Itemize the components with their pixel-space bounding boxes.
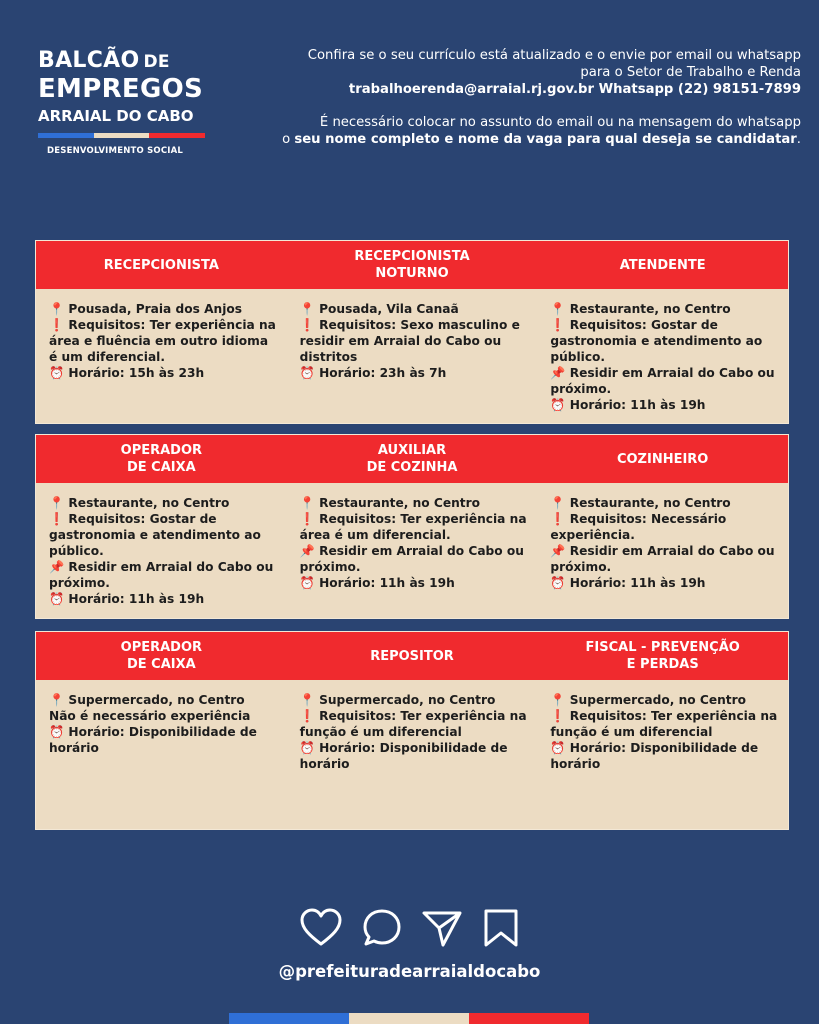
job-section-3 (35, 631, 789, 830)
job-title: AUXILIAR DE COZINHA (366, 443, 458, 475)
social-icons (0, 908, 819, 948)
job-section-2 (35, 434, 789, 619)
job-detail-line: 📍 Supermercado, no Centro (49, 693, 245, 707)
intro-line3: É necessário colocar no assunto do email ou na mensagem do whatsapp (319, 115, 801, 130)
job-header-row (36, 435, 788, 483)
job-detail-line: 📍 Restaurante, no Centro (299, 496, 480, 510)
job-details (287, 680, 538, 772)
job-detail-line: ⏰ Horário: 11h às 19h (550, 576, 706, 590)
job-title: OPERADOR DE CAIXA (120, 640, 203, 672)
job-header-row (36, 632, 788, 680)
social-handle[interactable]: @prefeituradearraialdocabo (278, 962, 541, 981)
job-details (287, 289, 538, 413)
job-detail-line: ❗ Requisitos: Gostar de gastronomia e atendimento ao público. (49, 512, 261, 558)
bottom-stripe (229, 1013, 589, 1024)
job-details (36, 680, 287, 772)
job-title: OPERADOR DE CAIXA (120, 443, 203, 475)
job-detail-line: ❗ Requisitos: Ter experiência na função é um diferencial (550, 709, 778, 739)
job-detail-line: ❗ Requisitos: Ter experiência na área é um diferencial. (299, 512, 527, 542)
job-title: ATENDENTE (619, 257, 706, 273)
job-detail-line: 📍 Pousada, Praia dos Anjos (49, 302, 243, 316)
logo (38, 48, 210, 156)
job-detail-line: ⏰ Horário: Disponibilidade de horário (49, 725, 257, 755)
job-details (537, 483, 788, 607)
job-detail-line: 📍 Pousada, Vila Canaã (299, 302, 459, 316)
job-detail-line: 📌 Residir em Arraial do Cabo ou próximo. (49, 560, 274, 590)
job-section-1 (35, 240, 789, 424)
job-detail-line: 📍 Restaurante, no Centro (550, 496, 731, 510)
job-detail-line: ❗ Requisitos: Necessário experiência. (550, 512, 727, 542)
job-title: FISCAL - PREVENÇÃO E PERDAS (585, 640, 740, 672)
intro-line2: para o Setor de Trabalho e Renda (580, 65, 801, 80)
job-detail-line: 📍 Restaurante, no Centro (49, 496, 230, 510)
job-detail-line: ⏰ Horário: 15h às 23h (49, 366, 205, 380)
job-detail-line: 📌 Residir em Arraial do Cabo ou próximo. (550, 366, 775, 396)
job-title: RECEPCIONISTA (103, 257, 219, 273)
logo-stripe (38, 133, 205, 138)
job-detail-line: 📌 Residir em Arraial do Cabo ou próximo. (550, 544, 775, 574)
job-detail-line: Não é necessário experiência (49, 709, 251, 723)
logo-line3: ARRAIAL DO CABO (38, 107, 194, 125)
logo-subtitle: DESENVOLVIMENTO SOCIAL (47, 146, 184, 156)
job-detail-line: ❗ Requisitos: Ter experiência na área e fluência em outro idioma é um diferencial. (49, 318, 276, 364)
job-detail-line: 📍 Supermercado, no Centro (299, 693, 496, 707)
job-detail-line: ❗ Requisitos: Gostar de gastronomia e atendimento ao público. (550, 318, 763, 364)
intro-line4: o seu nome completo e nome da vaga para qual deseja se candidatar. (282, 132, 801, 147)
job-details (537, 680, 788, 772)
job-title: COZINHEIRO (616, 451, 709, 467)
job-title: REPOSITOR (370, 648, 454, 664)
send-icon[interactable] (421, 908, 463, 948)
logo-line1: BALCÃO DE (38, 48, 170, 73)
job-detail-line: ❗ Requisitos: Sexo masculino e residir em Arraial do Cabo ou distritos (299, 318, 520, 364)
job-detail-line: 📍 Restaurante, no Centro (550, 302, 731, 316)
job-details (537, 289, 788, 413)
job-detail-line: ⏰ Horário: 23h às 7h (299, 366, 447, 380)
job-header-row (36, 241, 788, 289)
job-title: RECEPCIONISTA NOTURNO (354, 249, 470, 281)
job-detail-line: ⏰ Horário: Disponibilidade de horário (299, 741, 508, 771)
logo-line2: EMPREGOS (38, 74, 204, 104)
comment-icon[interactable] (361, 908, 403, 948)
bookmark-icon[interactable] (481, 908, 521, 948)
heart-icon[interactable] (299, 908, 343, 948)
job-details (287, 483, 538, 607)
job-detail-line: ⏰ Horário: 11h às 19h (550, 398, 706, 412)
intro-line1: Confira se o seu currículo está atualizado e o envie por email ou whatsapp (307, 48, 801, 63)
job-detail-line: ❗ Requisitos: Ter experiência na função é um diferencial (299, 709, 527, 739)
job-details (36, 289, 287, 413)
contact-line[interactable]: trabalhoerenda@arraial.rj.gov.br Whatsapp (22) 98151-7899 (348, 82, 801, 97)
job-detail-line: ⏰ Horário: Disponibilidade de horário (550, 741, 759, 771)
job-detail-line: ⏰ Horário: 11h às 19h (49, 592, 205, 606)
intro-text (241, 47, 801, 148)
job-detail-line: 📍 Supermercado, no Centro (550, 693, 746, 707)
job-details (36, 483, 287, 607)
job-detail-line: ⏰ Horário: 11h às 19h (299, 576, 455, 590)
job-detail-line: 📌 Residir em Arraial do Cabo ou próximo. (299, 544, 524, 574)
